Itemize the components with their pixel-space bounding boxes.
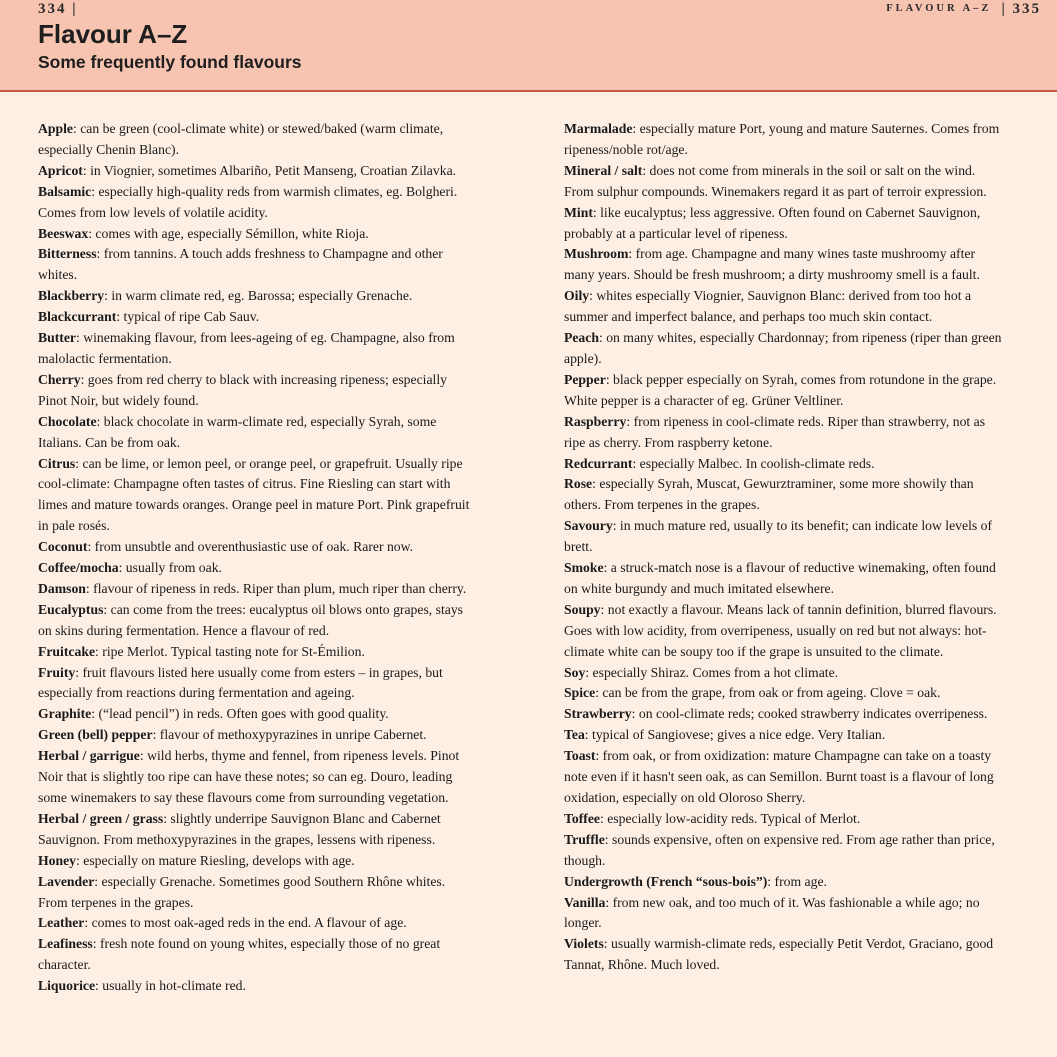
flavour-term: Citrus bbox=[38, 455, 76, 471]
flavour-term: Soy bbox=[564, 664, 586, 680]
flavour-entry bbox=[38, 746, 478, 809]
flavour-term: Toffee bbox=[564, 810, 600, 826]
flavour-entry bbox=[38, 558, 478, 579]
flavour-term: Undergrowth (French “sous-bois”) bbox=[564, 873, 768, 889]
flavour-entry bbox=[38, 454, 478, 538]
flavour-term: Butter bbox=[38, 330, 77, 346]
flavour-description: : from ripeness in cool-climate reds. Riper than strawberry, not as ripe as cherry. From raspberry ketone. bbox=[564, 413, 986, 450]
page-number-right: | 335 bbox=[1001, 1, 1041, 17]
flavour-entry bbox=[564, 412, 1004, 454]
flavour-description: : from age. bbox=[767, 873, 827, 889]
flavour-term: Fruity bbox=[38, 664, 76, 680]
flavour-entry bbox=[38, 286, 478, 307]
flavour-entry bbox=[38, 119, 478, 161]
flavour-entry bbox=[564, 600, 1004, 663]
flavour-entry bbox=[564, 663, 1004, 684]
flavour-description: : usually in hot-climate red. bbox=[95, 978, 246, 994]
flavour-term: Honey bbox=[38, 852, 77, 868]
left-column bbox=[38, 119, 478, 997]
flavour-term: Fruitcake bbox=[38, 643, 96, 659]
flavour-description: : (“lead pencil”) in reds. Often goes with good quality. bbox=[91, 706, 389, 722]
flavour-term: Truffle bbox=[564, 831, 605, 847]
flavour-description: : does not come from minerals in the soil or salt on the wind. From sulphur compounds. Winemakers regard it as part of terroir expression. bbox=[564, 162, 987, 199]
flavour-description: : comes to most oak-aged reds in the end. A flavour of age. bbox=[84, 915, 407, 931]
flavour-description: : not exactly a flavour. Means lack of tannin definition, blurred flavours. Goes with low acidity, from overripeness, usually on red but not always: hot-climate white can be soupy too if the grape is unsuited to the climate. bbox=[564, 601, 997, 659]
page-number-left: 334 | bbox=[38, 1, 78, 17]
flavour-description: : flavour of methoxypyrazines in unripe Cabernet. bbox=[152, 727, 427, 743]
flavour-entry bbox=[38, 809, 478, 851]
flavour-description: : typical of Sangiovese; gives a nice edge. Very Italian. bbox=[584, 727, 886, 743]
flavour-entry bbox=[38, 370, 478, 412]
flavour-entry bbox=[38, 600, 478, 642]
flavour-description: : typical of ripe Cab Sauv. bbox=[116, 309, 260, 325]
flavour-term: Violets bbox=[564, 936, 604, 952]
flavour-entry bbox=[564, 203, 1004, 245]
flavour-description: : usually warmish-climate reds, especially Petit Verdot, Graciano, good Tannat, Rhône. Much loved. bbox=[564, 936, 994, 973]
flavour-description: : in Viognier, sometimes Albariño, Petit Manseng, Croatian Zilavka. bbox=[82, 162, 457, 178]
flavour-description: : fresh note found on young whites, especially those of no great character. bbox=[38, 936, 441, 973]
flavour-description: : especially Malbec. In coolish-climate reds. bbox=[632, 455, 875, 471]
flavour-entry bbox=[564, 683, 1004, 704]
flavour-term: Blackberry bbox=[38, 288, 105, 304]
page-header bbox=[0, 0, 1057, 92]
flavour-entry bbox=[564, 516, 1004, 558]
flavour-entry bbox=[38, 307, 478, 328]
flavour-entry bbox=[564, 119, 1004, 161]
flavour-term: Green (bell) pepper bbox=[38, 727, 153, 743]
flavour-entry bbox=[564, 830, 1004, 872]
flavour-description: : on many whites, especially Chardonnay; from ripeness (riper than green apple). bbox=[564, 330, 1002, 366]
flavour-entry bbox=[564, 244, 1004, 286]
flavour-description: : like eucalyptus; less aggressive. Often found on Cabernet Sauvignon, probably at a particular level of ripeness. bbox=[564, 204, 981, 241]
flavour-term: Spice bbox=[564, 685, 596, 701]
flavour-term: Lavender bbox=[38, 873, 95, 889]
flavour-description: : especially Syrah, Muscat, Gewurztraminer, some more showily than others. From terpenes in the grapes. bbox=[564, 476, 974, 513]
flavour-description: : comes with age, especially Sémillon, white Rioja. bbox=[88, 225, 369, 241]
flavour-description: : whites especially Viognier, Sauvignon Blanc: derived from too hot a summer and imperfect balance, and perhaps too much skin contact. bbox=[564, 288, 972, 325]
flavour-term: Rose bbox=[564, 476, 593, 492]
flavour-entry bbox=[38, 642, 478, 663]
flavour-term: Redcurrant bbox=[564, 455, 633, 471]
flavour-entry bbox=[564, 454, 1004, 475]
flavour-term: Tea bbox=[564, 727, 585, 743]
flavour-term: Strawberry bbox=[564, 706, 632, 722]
flavour-entry bbox=[38, 244, 478, 286]
page-title: Flavour A–Z bbox=[38, 19, 188, 49]
flavour-description: : fruit flavours listed here usually come from esters – in grapes, but especially from reactions during fermentation and ageing. bbox=[38, 664, 443, 701]
flavour-description: : especially Grenache. Sometimes good Southern Rhône whites. From terpenes in the grapes. bbox=[38, 873, 446, 910]
flavour-term: Graphite bbox=[38, 706, 92, 722]
flavour-entry bbox=[38, 182, 478, 224]
flavour-description: : can come from the trees: eucalyptus oil blows onto grapes, stays on skins during fermentation. Hence a flavour of red. bbox=[38, 601, 464, 638]
flavour-description: : a struck-match nose is a flavour of reductive winemaking, often found on white burgundy and much imitated elsewhere. bbox=[564, 560, 996, 596]
flavour-description: : especially on mature Riesling, develops with age. bbox=[76, 852, 355, 868]
flavour-description: : can be from the grape, from oak or from ageing. Clove = oak. bbox=[595, 685, 941, 701]
flavour-term: Eucalyptus bbox=[38, 601, 104, 617]
flavour-term: Mint bbox=[564, 204, 593, 220]
flavour-term: Mushroom bbox=[564, 246, 629, 262]
flavour-entry bbox=[38, 161, 478, 182]
flavour-term: Peach bbox=[564, 330, 599, 346]
flavour-description: : from oak, or from oxidization: mature Champagne can take on a toasty note even if it hasn't seen oak, as can Semillon. Burnt toast is a flavour of long oxidation, especially on old Oloroso Sherry. bbox=[564, 748, 994, 805]
flavour-entry bbox=[564, 893, 1004, 935]
flavour-description: : flavour of ripeness in reds. Riper than plum, much riper than cherry. bbox=[85, 580, 467, 596]
flavour-term: Savoury bbox=[564, 518, 613, 534]
flavour-description: : black pepper especially on Syrah, comes from rotundone in the grape. White pepper is a character of eg. Grüner Veltliner. bbox=[564, 371, 997, 408]
flavour-term: Liquorice bbox=[38, 978, 96, 994]
flavour-description: : goes from red cherry to black with increasing ripeness; especially Pinot Noir, but widely found. bbox=[38, 371, 447, 408]
flavour-term: Leather bbox=[38, 915, 85, 931]
right-column bbox=[564, 119, 1004, 976]
flavour-term: Herbal / green / grass bbox=[38, 810, 164, 826]
flavour-entry bbox=[564, 474, 1004, 516]
flavour-term: Chocolate bbox=[38, 413, 97, 429]
flavour-description: : slightly underripe Sauvignon Blanc and Cabernet Sauvignon. From methoxypyrazines in the grapes, lessens with ripeness. bbox=[38, 810, 441, 847]
flavour-description: : sounds expensive, often on expensive red. From age rather than price, though. bbox=[564, 831, 995, 868]
flavour-term: Raspberry bbox=[564, 413, 627, 429]
flavour-entry bbox=[38, 934, 478, 976]
flavour-term: Marmalade bbox=[564, 121, 633, 136]
flavour-term: Balsamic bbox=[38, 183, 92, 199]
flavour-entry bbox=[564, 809, 1004, 830]
flavour-term: Blackcurrant bbox=[38, 309, 117, 325]
flavour-term: Cherry bbox=[38, 371, 81, 387]
flavour-entry bbox=[38, 328, 478, 370]
running-header-right bbox=[886, 1, 1041, 18]
flavour-term: Smoke bbox=[564, 560, 604, 576]
flavour-term: Mineral / salt bbox=[564, 162, 643, 178]
flavour-entry bbox=[38, 537, 478, 558]
flavour-term: Bitterness bbox=[38, 246, 97, 262]
flavour-entry bbox=[564, 746, 1004, 809]
flavour-description: : usually from oak. bbox=[118, 560, 222, 576]
flavour-term: Vanilla bbox=[564, 894, 606, 910]
flavour-entry bbox=[38, 224, 478, 245]
flavour-term: Oily bbox=[564, 288, 590, 304]
flavour-description: : can be lime, or lemon peel, or orange peel, or grapefruit. Usually ripe cool-climate: Champagne often tastes of citrus. Fine Riesling can start with limes and mature towards oranges. Orange peel in mature Port. Pink grapefruit in pale rosés. bbox=[38, 455, 470, 534]
page-subtitle: Some frequently found flavours bbox=[38, 52, 302, 72]
flavour-entry bbox=[564, 328, 1004, 370]
flavour-entry bbox=[564, 725, 1004, 746]
flavour-entry bbox=[38, 412, 478, 454]
flavour-entry bbox=[38, 913, 478, 934]
flavour-description: : especially low-acidity reds. Typical of Merlot. bbox=[599, 810, 861, 826]
flavour-term: Herbal / garrigue bbox=[38, 748, 140, 764]
flavour-entry bbox=[38, 725, 478, 746]
flavour-description: : black chocolate in warm-climate red, especially Syrah, some Italians. Can be from oak. bbox=[38, 413, 437, 450]
flavour-term: Soupy bbox=[564, 601, 601, 617]
flavour-entry bbox=[38, 872, 478, 914]
flavour-entry bbox=[38, 851, 478, 872]
flavour-description: : can be green (cool-climate white) or stewed/baked (warm climate, especially Chenin Blanc). bbox=[38, 121, 444, 157]
flavour-term: Toast bbox=[564, 748, 596, 764]
flavour-entry bbox=[38, 579, 478, 600]
flavour-term: Pepper bbox=[564, 371, 606, 387]
flavour-description: : from unsubtle and overenthusiastic use of oak. Rarer now. bbox=[87, 539, 414, 555]
flavour-term: Beeswax bbox=[38, 225, 89, 241]
flavour-entry bbox=[564, 872, 1004, 893]
flavour-term: Leafiness bbox=[38, 936, 93, 952]
flavour-entry bbox=[564, 161, 1004, 203]
flavour-description: : ripe Merlot. Typical tasting note for St-Émilion. bbox=[95, 643, 365, 659]
flavour-description: : especially mature Port, young and mature Sauternes. Comes from ripeness/noble rot/age. bbox=[564, 121, 1000, 157]
flavour-description: : especially high-quality reds from warmish climates, eg. Bolgheri. Comes from low levels of volatile acidity. bbox=[38, 183, 458, 220]
flavour-description: : from age. Champagne and many wines taste mushroomy after many years. Should be fresh mushroom; a dirty mushroomy smell is a fault. bbox=[564, 246, 980, 283]
flavour-entry bbox=[564, 704, 1004, 725]
flavour-term: Damson bbox=[38, 580, 86, 596]
flavour-description: : from new oak, and too much of it. Was fashionable a while ago; no longer. bbox=[564, 894, 980, 931]
flavour-term: Apricot bbox=[38, 162, 83, 178]
flavour-entry bbox=[38, 704, 478, 725]
flavour-term: Coconut bbox=[38, 539, 88, 555]
flavour-description: : winemaking flavour, from lees-ageing of eg. Champagne, also from malolactic fermentation. bbox=[38, 330, 455, 366]
flavour-entry bbox=[38, 976, 478, 997]
flavour-description: : from tannins. A touch adds freshness to Champagne and other whites. bbox=[38, 246, 443, 283]
running-title: FLAVOUR A–Z bbox=[886, 3, 992, 14]
flavour-term: Coffee/mocha bbox=[38, 560, 119, 576]
flavour-description: : wild herbs, thyme and fennel, from ripeness levels. Pinot Noir that is slightly too ripe can have these notes; so can eg. Douro, leading some winemakers to say these flavours come from surrounding vegetation. bbox=[38, 748, 460, 805]
flavour-entry bbox=[38, 663, 478, 705]
flavour-description: : in warm climate red, eg. Barossa; especially Grenache. bbox=[104, 288, 413, 304]
flavour-entry bbox=[564, 286, 1004, 328]
flavour-entry bbox=[564, 934, 1004, 976]
flavour-term: Apple bbox=[38, 121, 73, 136]
flavour-entry bbox=[564, 370, 1004, 412]
flavour-description: : especially Shiraz. Comes from a hot climate. bbox=[585, 664, 839, 680]
flavour-description: : in much mature red, usually to its benefit; can indicate low levels of brett. bbox=[564, 518, 993, 555]
flavour-entry bbox=[564, 558, 1004, 600]
flavour-description: : on cool-climate reds; cooked strawberry indicates overripeness. bbox=[631, 706, 988, 722]
